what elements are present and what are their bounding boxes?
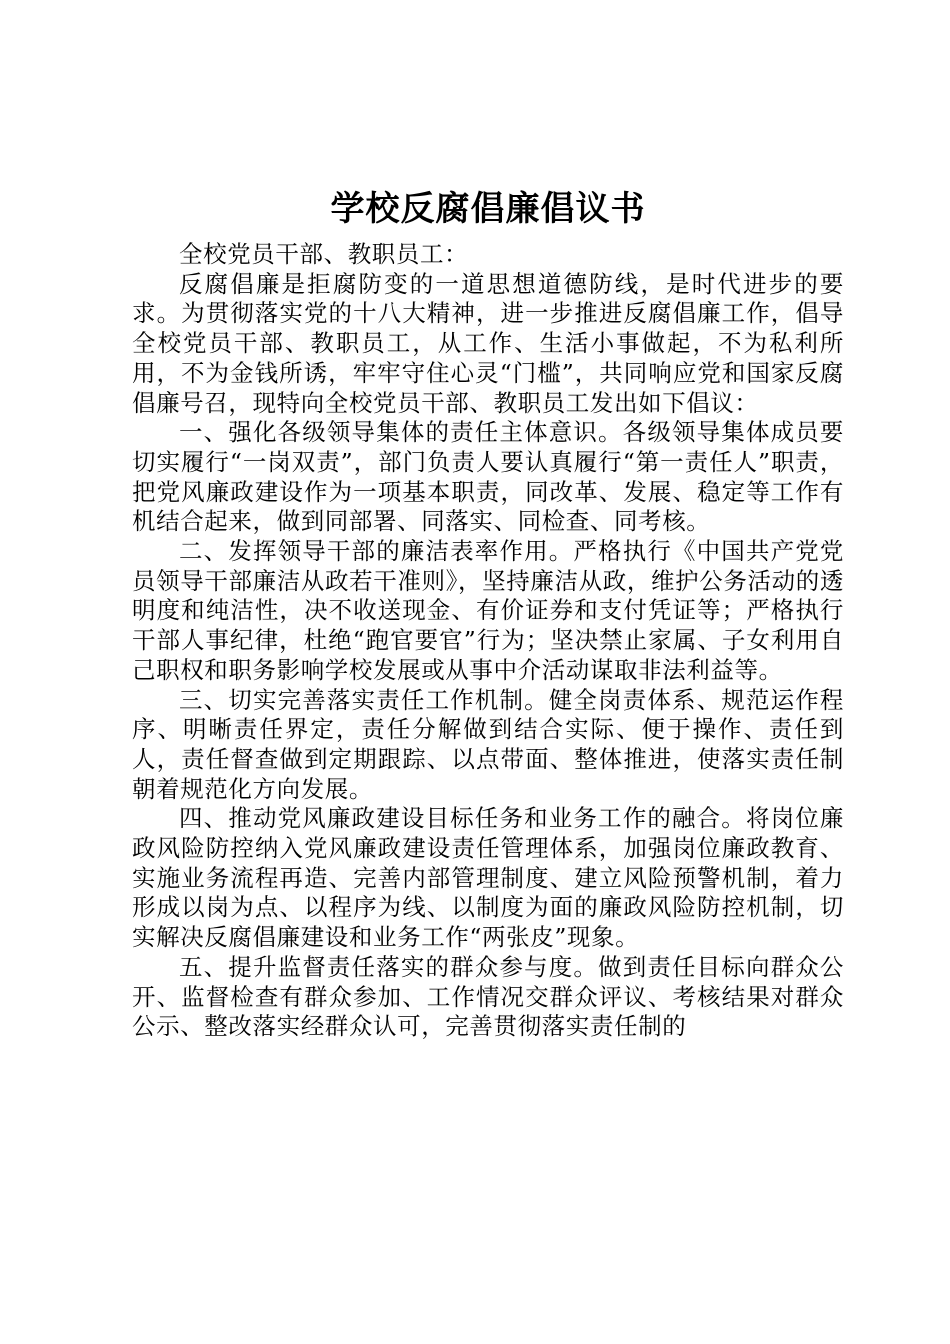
paragraph-item-4: 四、推动党风廉政建设目标任务和业务工作的融合。将岗位廉政风险防控纳入党风廉政建设责任管理体系，加强岗位廉政教育、实施业务流程再造、完善内部管理制度、建立风险预警机制，着力形成以岗为点、以程序为线、以制度为面的廉政风险防控机制，切实解决反腐倡廉建设和业务工作“两张皮”现象。 xyxy=(132,804,844,952)
document-page xyxy=(132,186,844,1042)
document-title: 学校反腐倡廉倡议书 xyxy=(330,189,646,229)
paragraph-intro: 反腐倡廉是拒腐防变的一道思想道德防线，是时代进步的要求。为贯彻落实党的十八大精神，进一步推进反腐倡廉工作，倡导全校党员干部、教职员工，从工作、生活小事做起，不为私利所用，不为金钱所诱，牢牢守住心灵“门槛”，共同响应党和国家反腐倡廉号召，现特向全校党员干部、教职员工发出如下倡议： xyxy=(132,269,844,417)
paragraph-item-5: 五、提升监督责任落实的群众参与度。做到责任目标向群众公开、监督检查有群众参加、工作情况交群众评议、考核结果对群众公示、整改落实经群众认可，完善贯彻落实责任制的 xyxy=(132,952,844,1041)
salutation: 全校党员干部、教职员工： xyxy=(179,240,469,268)
paragraph-item-2: 二、发挥领导干部的廉洁表率作用。严格执行《中国共产党党员领导干部廉洁从政若干准则》，坚持廉洁从政，维护公务活动的透明度和纯洁性，决不收送现金、有价证券和支付凭证等；严格执行干部人事纪律，杜绝“跑官要官”行为；坚决禁止家属、子女利用自己职权和职务影响学校发展或从事中介活动谋取非法利益等。 xyxy=(132,537,844,684)
paragraph-item-3: 三、切实完善落实责任工作机制。健全岗责体系、规范运作程序、明晰责任界定，责任分解做到结合实际、便于操作、责任到人，责任督查做到定期跟踪、以点带面、整体推进，使落实责任制朝着规范化方向发展。 xyxy=(132,685,844,803)
paragraph-item-1: 一、强化各级领导集体的责任主体意识。各级领导集体成员要切实履行“一岗双责”，部门负责人要认真履行“第一责任人”职责，把党风廉政建设作为一项基本职责，同改革、发展、稳定等工作有机结合起来，做到同部署、同落实、同检查、同考核。 xyxy=(132,418,844,536)
